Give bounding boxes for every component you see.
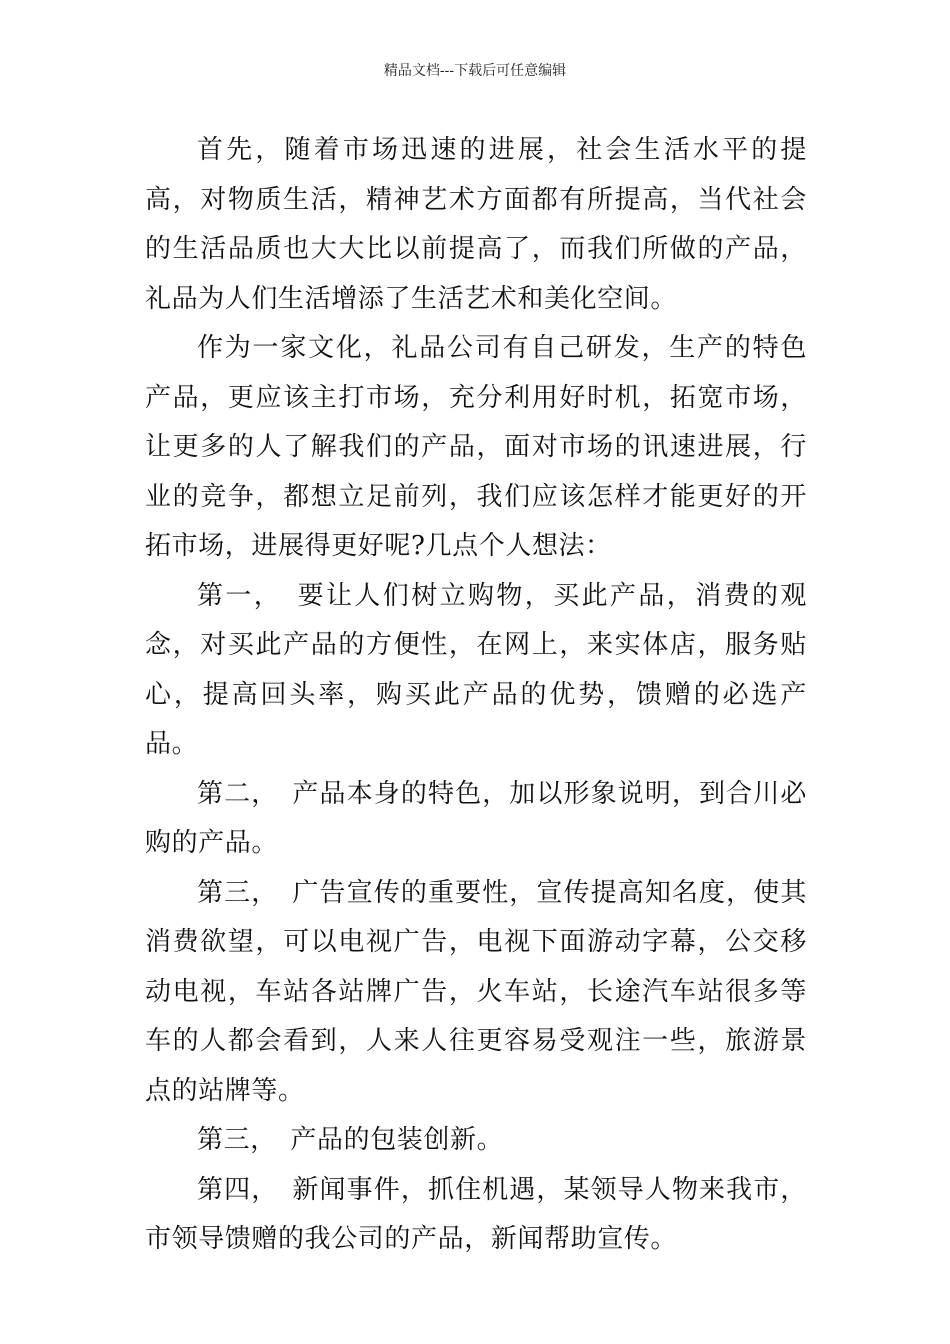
paragraph-point-2: 第二， 产品本身的特色，加以形象说明，到合川必购的产品。 <box>145 778 807 858</box>
paragraph-point-3: 第三， 广告宣传的重要性，宣传提高知名度，使其消费欲望，可以电视广告，电视下面游动字幕，公交移动电视，车站各站牌广告，火车站，长途汽车站很多等车的人都会看到，人来人往更容易受观注一些，旅游景点的站牌等。 <box>145 877 807 1106</box>
paragraph-point-4: 第四， 新闻事件，抓住机遇，某领导人物来我市，市领导馈赠的我公司的产品，新闻帮助宣传。 <box>145 1174 807 1254</box>
document-body <box>145 126 807 1265</box>
paragraph-point-1: 第一， 要让人们树立购物，买此产品，消费的观念，对买此产品的方便性，在网上，来实体店，服务贴心，提高回头率，购买此产品的优势，馈赠的必选产品。 <box>145 580 807 759</box>
paragraph-point-3b: 第三， 产品的包装创新。 <box>197 1125 504 1155</box>
page-header: 精品文档---下载后可任意编辑 <box>383 63 567 79</box>
paragraph-company: 作为一家文化，礼品公司有自己研发，生产的特色产品，更应该主打市场，充分利用好时机，拓宽市场，让更多的人了解我们的产品，面对市场的讯速进展，行业的竞争，都想立足前列，我们应该怎样才能更好的开拓市场，进展得更好呢?几点个人想法： <box>145 333 807 561</box>
paragraph-intro: 首先，随着市场迅速的进展，社会生活水平的提高，对物质生活，精神艺术方面都有所提高，当代社会的生活品质也大大比以前提高了，而我们所做的产品，礼品为人们生活增添了生活艺术和美化空间。 <box>145 135 807 314</box>
